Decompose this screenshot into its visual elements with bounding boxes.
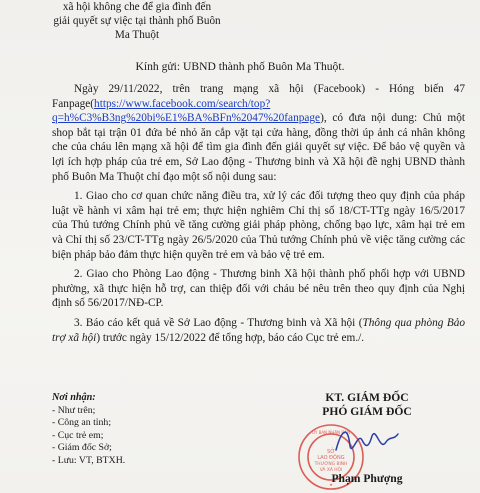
document-subject-header [52,0,222,42]
item-3-text-1: 3. Báo cáo kết quả về Sở Lao động - Thương binh và Xã hội ( [74,316,363,329]
item-3-paragraph [52,316,465,345]
recipient-item: - Như trên; [52,404,96,416]
intro-text-1: Ngày 29/11/2022, trên trang mạng xã hội (Facebook) - Hóng biến 47 Fanpage( [52,83,465,110]
subject-line-1: xã hội không che để gia đình đến [62,1,212,13]
item-3-italic: Thông qua phòng Bảo trợ xã hội [52,316,466,344]
subject-line-3: Ma Thuột [114,29,160,41]
recipients-block [52,392,222,467]
svg-text:SỞ: SỞ [326,449,336,455]
recipient-item: - Lưu: VT, BTXH. [52,454,126,466]
recipient-item: - Cục trẻ em; [52,429,104,441]
svg-text:LAO ĐỘNG: LAO ĐỘNG [317,455,345,461]
handwritten-signature [332,422,402,458]
intro-text-2: ), có đưa nội dung: Chủ một shop bắt tại trận 01 đứa bé nhỏ ăn cắp vặt tại cửa hàng, đồng thời úp ảnh cá nhân không che của cháu lên mạng xã hội để tìm gia đình đến giải quyết sự việc. Để bảo vệ quyền và lợi ích hợp pháp của trẻ em, Sở Lao động - Thương binh và Xã hội đề nghị UBND thành phố Buôn Ma Thuột chỉ đạo một số nội dung sau: [52,112,465,183]
recipient-item: - Công an tỉnh; [52,417,112,428]
intro-paragraph [52,82,465,184]
recipients-title: Nơi nhận: [52,392,96,403]
svg-text:VÀ XÃ HỘI: VÀ XÃ HỘI [319,468,343,473]
svg-text:THƯƠNG BINH: THƯƠNG BINH [314,462,348,467]
item-3-text-2: ) trước ngày 15/12/2022 để tổng hợp, báo cáo Cục trẻ em./. [96,331,365,344]
signature-title-1: KT. GIÁM ĐỐC [325,391,409,404]
recipient-item: - Giám đốc Sở; [52,442,112,453]
letter-body [52,82,465,350]
item-1-paragraph: 1. Giao cho cơ quan chức năng điều tra, xử lý các đối tượng theo quy định của pháp luật về hành vi xâm hại trẻ em; thực hiện nghiêm Chỉ thị số 18/CT-TTg ngày 16/5/2017 của Thủ tướng Chính phủ về tăng cường giải pháp phòng, chống bạo lực, xâm hại trẻ em và Chỉ thị số 23/CT-TTg ngày 26/5/2020 của Thủ tướng Chính phủ về việc tăng cường các biện pháp bảo đảm thực hiện quyền trẻ em và bảo vệ trẻ em. [52,190,465,261]
item-2-paragraph: 2. Giao cho Phòng Lao động - Thương binh Xã hội thành phố phối hợp với UBND phường, xã thực hiện hỗ trợ, can thiệp đối với cháu bé nêu trên theo quy định của Nghị định số 56/2017/NĐ-CP. [52,268,465,310]
svg-text:★: ★ [329,482,333,487]
facebook-link[interactable]: https://www.facebook.com/search/top?q=h%C3%B3ng%20bi%E1%BA%BFn%2047%20fanpage [52,97,321,125]
signer-name: Phạm Phượng [331,472,403,485]
addressee-line: Kính gửi: UBND thành phố Buôn Ma Thuột. [135,60,345,73]
signature-title-2: PHÓ GIÁM ĐỐC [322,405,412,418]
svg-text:ỦY BAN NHÂN DÂN: ỦY BAN NHÂN DÂN [311,430,351,435]
subject-line-2: giải quyết sự việc tại thành phố Buôn [53,15,221,27]
signature-title-block [262,391,472,419]
